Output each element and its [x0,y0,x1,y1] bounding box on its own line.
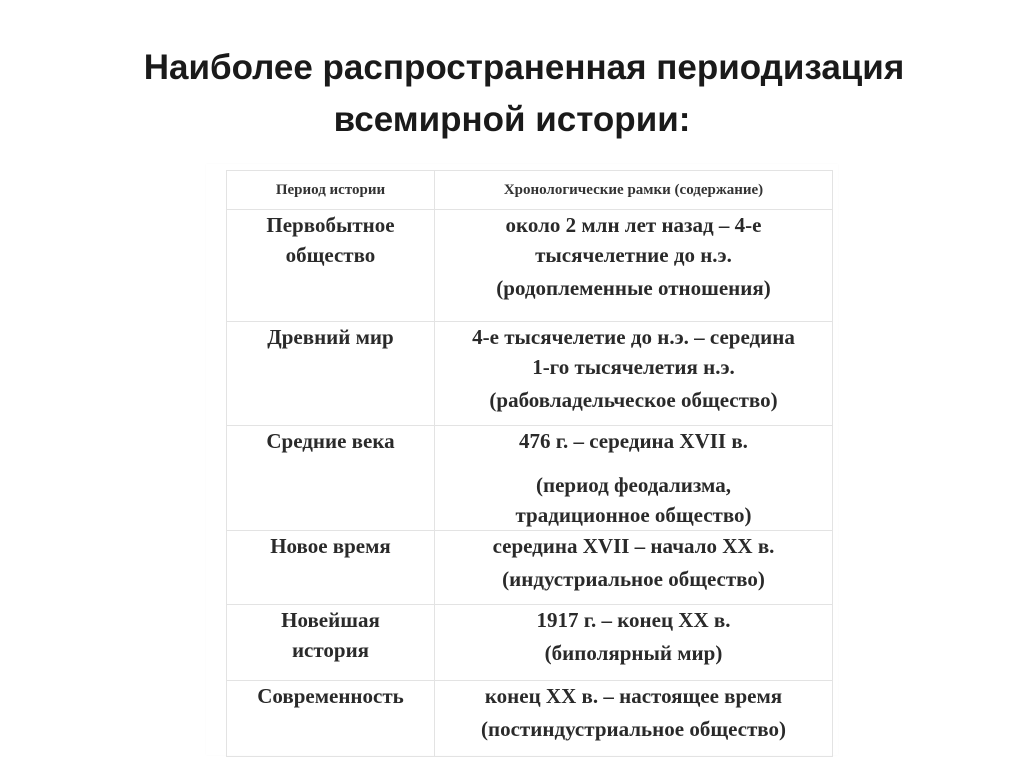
table-row [227,605,833,681]
chronology-range: середина XVII – начало XX в. [492,534,775,558]
table-row [227,210,833,322]
chronology-range: около 2 млн лет назад – 4-е тысячелетние до н.э. [505,213,762,267]
table-row [227,426,833,531]
chronology-content: (рабовладельческое общество) [489,388,778,412]
table-row [227,531,833,605]
period-cell [227,531,435,605]
slide-title [0,42,1024,146]
period-name: Древний мир [267,325,394,349]
chronology-content: (индустриальное общество) [502,567,765,591]
chronology-cell [435,605,833,681]
slide-title-line-2: всемирной истории: [333,100,691,139]
period-cell [227,605,435,681]
periodization-table [226,170,833,757]
table-header-row [227,171,833,210]
period-name: Новое время [270,534,391,558]
period-name: Первобытное общество [266,213,395,267]
chronology-content: (биполярный мир) [544,641,723,665]
chronology-range: 1917 г. – конец XX в. [536,608,731,632]
header-chronology: Хронологические рамки (содержание) [435,171,833,210]
chronology-range: 476 г. – середина XVII в. [519,429,748,453]
chronology-content: (родоплеменные отношения) [496,276,771,300]
period-cell [227,426,435,531]
chronology-cell [435,426,833,531]
period-name: Новейшая история [281,608,380,662]
header-period: Период истории [227,171,435,210]
period-name: Современность [257,684,404,708]
chronology-content: (постиндустриальное общество) [481,717,786,741]
chronology-cell [435,322,833,426]
period-name: Средние века [266,429,395,453]
table-row [227,681,833,757]
table-row [227,322,833,426]
chronology-range: 4-е тысячелетие до н.э. – середина 1-го тысячелетия н.э. [472,325,795,379]
period-cell [227,322,435,426]
periodization-table-image [206,164,838,755]
period-cell [227,681,435,757]
chronology-content: (период феодализма, традиционное общество) [515,473,752,527]
slide-title-line-1: Наиболее распространенная периодизация [143,48,905,87]
chronology-range: конец XX в. – настоящее время [484,684,783,708]
chronology-cell [435,681,833,757]
chronology-cell [435,531,833,605]
chronology-cell [435,210,833,322]
period-cell [227,210,435,322]
